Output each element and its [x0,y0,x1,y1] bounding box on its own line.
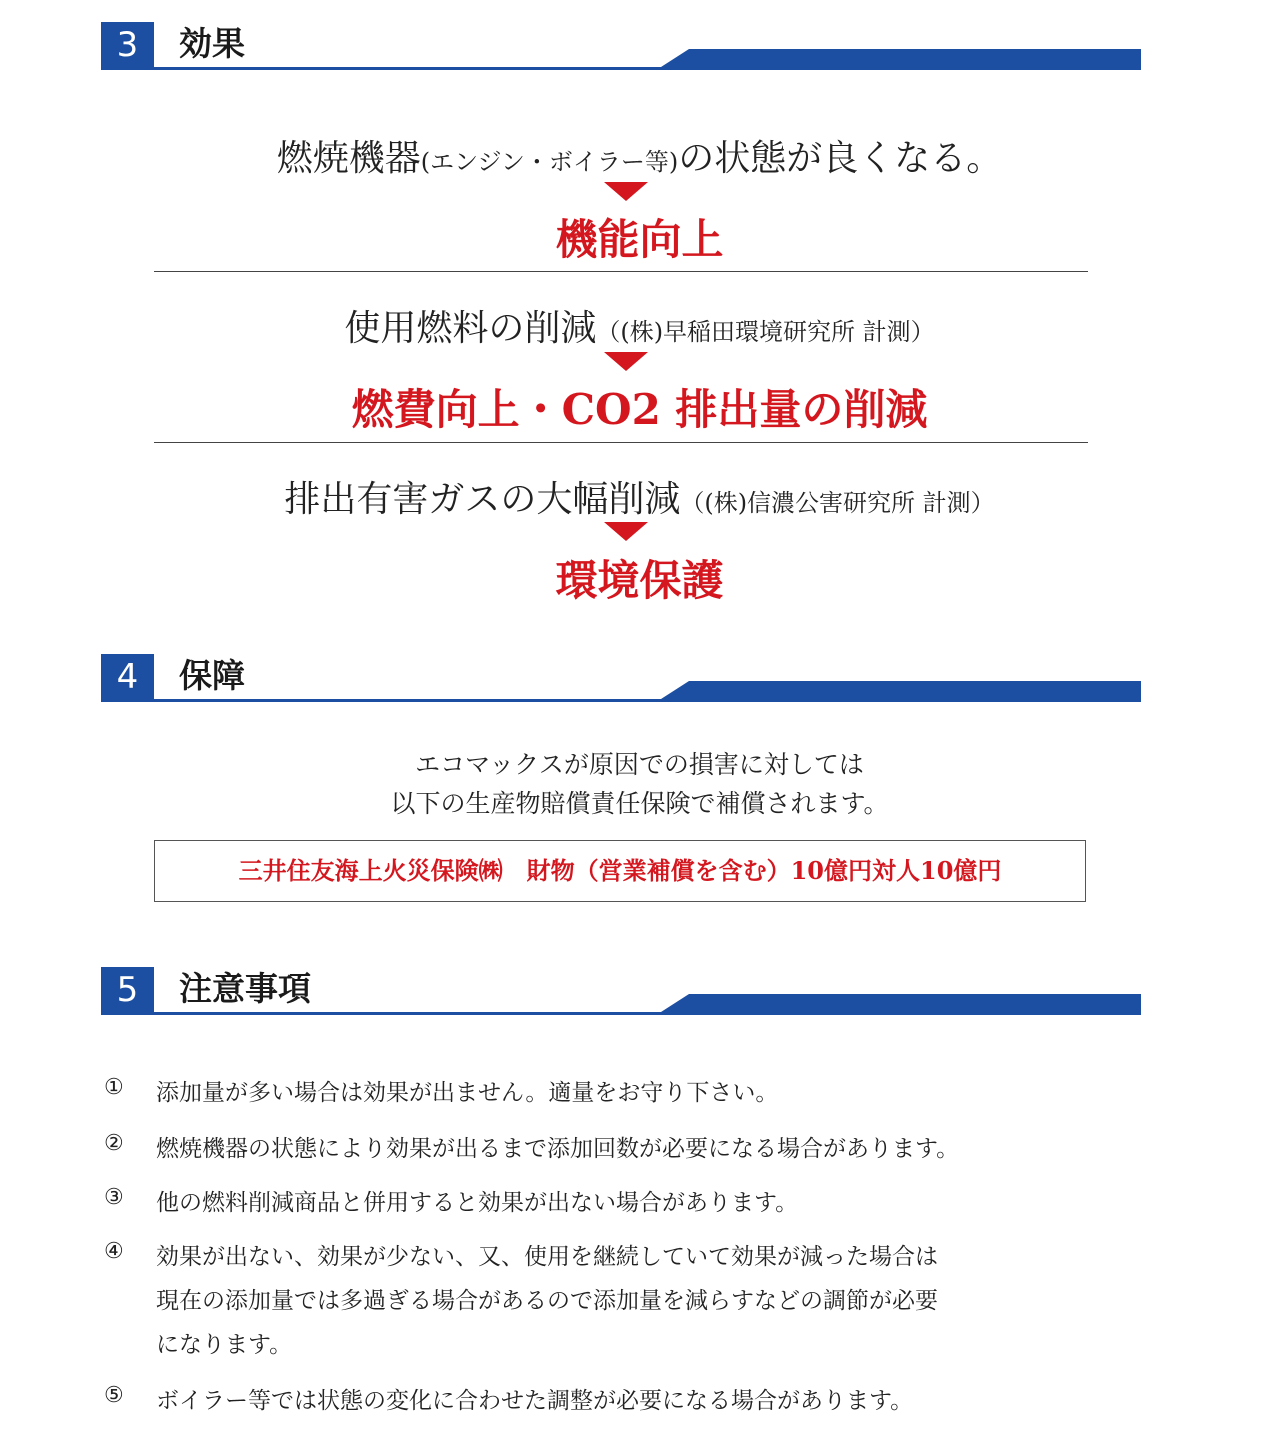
note-4-line-3: になります。 [156,1332,293,1358]
effect-2-paren: （(株)早稲田環境研究所 計測） [596,318,935,346]
section-title: 保障 [179,656,245,695]
section-number: 5 [101,967,154,1013]
insurance-box [154,840,1086,902]
effect-3-result: 環境保護 [555,556,724,605]
section-5-header [101,967,1141,1015]
note-5-text: ボイラー等では状態の変化に合わせた調整が必要になる場合があります。 [156,1388,914,1414]
note-1-mark: ① [104,1075,124,1100]
effect-1-result: 機能向上 [555,215,724,264]
section-title: 効果 [179,24,245,63]
section-3-header [101,22,1141,70]
down-arrow-icon [604,522,648,541]
effect-2-description [0,300,1279,351]
effect-2-result: 燃費向上・CO2 排出量の削減 [351,385,928,434]
effect-3-description [0,471,1279,522]
divider [154,271,1088,272]
section-4-header [101,654,1141,702]
warranty-line-2: 以下の生産物賠償責任保険で補償されます。 [390,789,889,818]
note-5-mark: ⑤ [104,1383,124,1408]
note-2-text: 燃焼機器の状態により効果が出るまで添加回数が必要になる場合があります。 [156,1136,960,1162]
note-4-line-1: 効果が出ない、効果が少ない、又、使用を継続していて効果が減った場合は [156,1244,938,1270]
effect-1-paren: (エンジン・ボイラー等) [420,148,679,176]
effect-1-text: 燃焼機器 [276,138,421,179]
note-2-mark: ② [104,1131,124,1156]
insurance-text: 三井住友海上火災保険㈱ 財物（営業補償を含む）10億円対人10億円 [238,856,1002,885]
note-1-text: 添加量が多い場合は効果が出ません。適量をお守り下さい。 [156,1080,779,1106]
section-number: 4 [101,654,154,700]
effect-1-text2: の状態が良くなる。 [678,138,1003,179]
section-title: 注意事項 [179,969,311,1008]
warranty-line-1: エコマックスが原因での損害に対しては [415,750,864,779]
effect-3-text: 排出有害ガスの大幅削減 [284,479,681,520]
note-4-mark: ④ [104,1239,124,1264]
section-number: 3 [101,22,154,68]
divider [154,442,1088,443]
down-arrow-icon [604,352,648,371]
header-bar-graphic [101,22,1141,70]
down-arrow-icon [604,182,648,201]
note-3-mark: ③ [104,1185,124,1210]
effect-1-description [0,130,1279,181]
header-bar-graphic [101,654,1141,702]
effect-2-text: 使用燃料の削減 [344,308,597,349]
note-4-line-2: 現在の添加量では多過ぎる場合があるので添加量を減らすなどの調節が必要 [156,1288,938,1314]
note-3-text: 他の燃料削減商品と併用すると効果が出ない場合があります。 [156,1190,799,1216]
effect-3-paren: （(株)信濃公害研究所 計測） [680,489,995,517]
